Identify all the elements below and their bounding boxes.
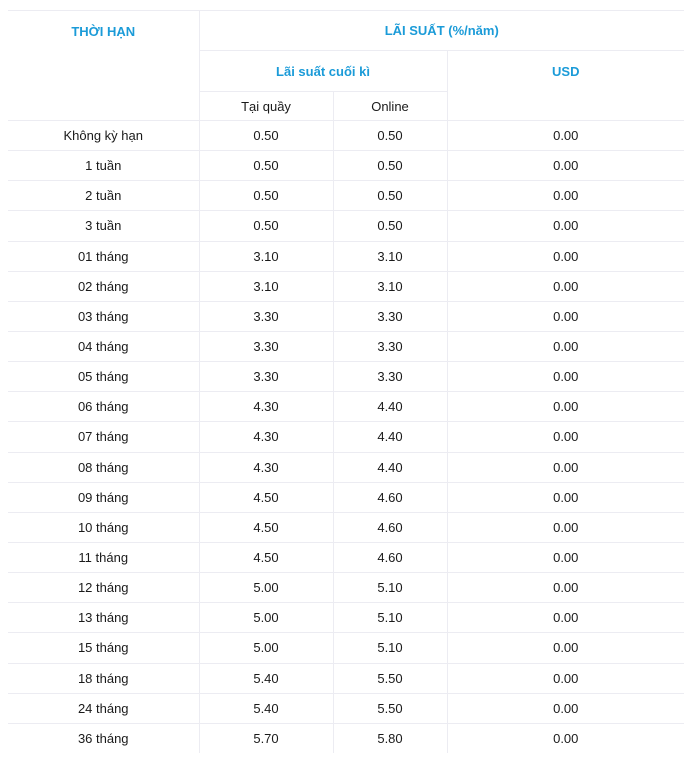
counter-rate-cell: 5.40 — [199, 663, 333, 693]
table-row — [8, 663, 684, 693]
term-cell: 06 tháng — [8, 392, 199, 422]
table-row — [8, 452, 684, 482]
usd-rate-cell: 0.00 — [447, 121, 684, 151]
usd-rate-cell: 0.00 — [447, 211, 684, 241]
online-rate-cell: 5.50 — [333, 693, 447, 723]
usd-rate-cell: 0.00 — [447, 723, 684, 753]
usd-column-header: USD — [447, 51, 684, 121]
online-rate-cell: 4.40 — [333, 452, 447, 482]
online-rate-cell: 5.10 — [333, 633, 447, 663]
counter-rate-cell: 0.50 — [199, 151, 333, 181]
counter-rate-cell: 3.30 — [199, 301, 333, 331]
table-row — [8, 211, 684, 241]
table-row — [8, 542, 684, 572]
online-column-header: Online — [333, 92, 447, 121]
table-row — [8, 573, 684, 603]
table-row — [8, 723, 684, 753]
term-cell: 05 tháng — [8, 362, 199, 392]
counter-rate-cell: 3.30 — [199, 362, 333, 392]
online-rate-cell: 4.40 — [333, 422, 447, 452]
term-cell: 07 tháng — [8, 422, 199, 452]
table-row — [8, 241, 684, 271]
term-cell: 02 tháng — [8, 271, 199, 301]
online-rate-cell: 5.50 — [333, 663, 447, 693]
counter-rate-cell: 5.00 — [199, 633, 333, 663]
term-cell: 10 tháng — [8, 512, 199, 542]
term-cell: Không kỳ hạn — [8, 121, 199, 151]
counter-rate-cell: 4.50 — [199, 512, 333, 542]
table-row — [8, 181, 684, 211]
interest-rate-header: LÃI SUẤT (%/năm) — [199, 11, 684, 51]
term-cell: 08 tháng — [8, 452, 199, 482]
table-row — [8, 482, 684, 512]
online-rate-cell: 4.60 — [333, 542, 447, 572]
counter-rate-cell: 4.50 — [199, 482, 333, 512]
online-rate-cell: 5.80 — [333, 723, 447, 753]
online-rate-cell: 5.10 — [333, 573, 447, 603]
online-rate-cell: 4.60 — [333, 482, 447, 512]
usd-rate-cell: 0.00 — [447, 362, 684, 392]
counter-rate-cell: 3.30 — [199, 331, 333, 361]
term-cell: 01 tháng — [8, 241, 199, 271]
table-header — [8, 11, 684, 121]
table-row — [8, 603, 684, 633]
online-rate-cell: 0.50 — [333, 121, 447, 151]
usd-rate-cell: 0.00 — [447, 512, 684, 542]
usd-rate-cell: 0.00 — [447, 422, 684, 452]
term-cell: 15 tháng — [8, 633, 199, 663]
usd-rate-cell: 0.00 — [447, 573, 684, 603]
term-cell: 13 tháng — [8, 603, 199, 633]
counter-rate-cell: 5.40 — [199, 693, 333, 723]
table-row — [8, 331, 684, 361]
online-rate-cell: 5.10 — [333, 603, 447, 633]
counter-rate-cell: 3.10 — [199, 241, 333, 271]
online-rate-cell: 3.30 — [333, 331, 447, 361]
usd-rate-cell: 0.00 — [447, 301, 684, 331]
usd-rate-cell: 0.00 — [447, 271, 684, 301]
online-rate-cell: 4.40 — [333, 392, 447, 422]
counter-rate-cell: 5.70 — [199, 723, 333, 753]
counter-rate-cell: 4.50 — [199, 542, 333, 572]
counter-rate-cell: 4.30 — [199, 422, 333, 452]
table-body — [8, 121, 684, 754]
table-row — [8, 301, 684, 331]
usd-rate-cell: 0.00 — [447, 633, 684, 663]
usd-rate-cell: 0.00 — [447, 663, 684, 693]
table-row — [8, 362, 684, 392]
usd-rate-cell: 0.00 — [447, 482, 684, 512]
term-cell: 09 tháng — [8, 482, 199, 512]
table-row — [8, 392, 684, 422]
usd-rate-cell: 0.00 — [447, 603, 684, 633]
online-rate-cell: 3.10 — [333, 271, 447, 301]
term-cell: 2 tuần — [8, 181, 199, 211]
term-cell: 11 tháng — [8, 542, 199, 572]
table-row — [8, 422, 684, 452]
table-row — [8, 151, 684, 181]
online-rate-cell: 0.50 — [333, 151, 447, 181]
term-cell: 1 tuần — [8, 151, 199, 181]
interest-rate-table — [8, 10, 684, 753]
table-row — [8, 121, 684, 151]
usd-rate-cell: 0.00 — [447, 241, 684, 271]
usd-rate-cell: 0.00 — [447, 693, 684, 723]
end-term-rate-header: Lãi suất cuối kì — [199, 51, 447, 92]
counter-rate-cell: 0.50 — [199, 211, 333, 241]
term-cell: 36 tháng — [8, 723, 199, 753]
counter-rate-cell: 3.10 — [199, 271, 333, 301]
term-cell: 04 tháng — [8, 331, 199, 361]
term-column-header: THỜI HẠN — [8, 11, 199, 121]
counter-rate-cell: 0.50 — [199, 181, 333, 211]
term-cell: 24 tháng — [8, 693, 199, 723]
online-rate-cell: 3.30 — [333, 362, 447, 392]
table-row — [8, 693, 684, 723]
usd-rate-cell: 0.00 — [447, 452, 684, 482]
online-rate-cell: 3.30 — [333, 301, 447, 331]
counter-rate-cell: 4.30 — [199, 452, 333, 482]
online-rate-cell: 4.60 — [333, 512, 447, 542]
table-row — [8, 271, 684, 301]
counter-rate-cell: 5.00 — [199, 573, 333, 603]
online-rate-cell: 3.10 — [333, 241, 447, 271]
usd-rate-cell: 0.00 — [447, 181, 684, 211]
counter-rate-cell: 5.00 — [199, 603, 333, 633]
counter-column-header: Tại quầy — [199, 92, 333, 121]
online-rate-cell: 0.50 — [333, 181, 447, 211]
usd-rate-cell: 0.00 — [447, 542, 684, 572]
counter-rate-cell: 4.30 — [199, 392, 333, 422]
counter-rate-cell: 0.50 — [199, 121, 333, 151]
table-row — [8, 512, 684, 542]
term-cell: 03 tháng — [8, 301, 199, 331]
usd-rate-cell: 0.00 — [447, 151, 684, 181]
usd-rate-cell: 0.00 — [447, 331, 684, 361]
term-cell: 12 tháng — [8, 573, 199, 603]
term-cell: 3 tuần — [8, 211, 199, 241]
online-rate-cell: 0.50 — [333, 211, 447, 241]
term-cell: 18 tháng — [8, 663, 199, 693]
table-row — [8, 633, 684, 663]
usd-rate-cell: 0.00 — [447, 392, 684, 422]
